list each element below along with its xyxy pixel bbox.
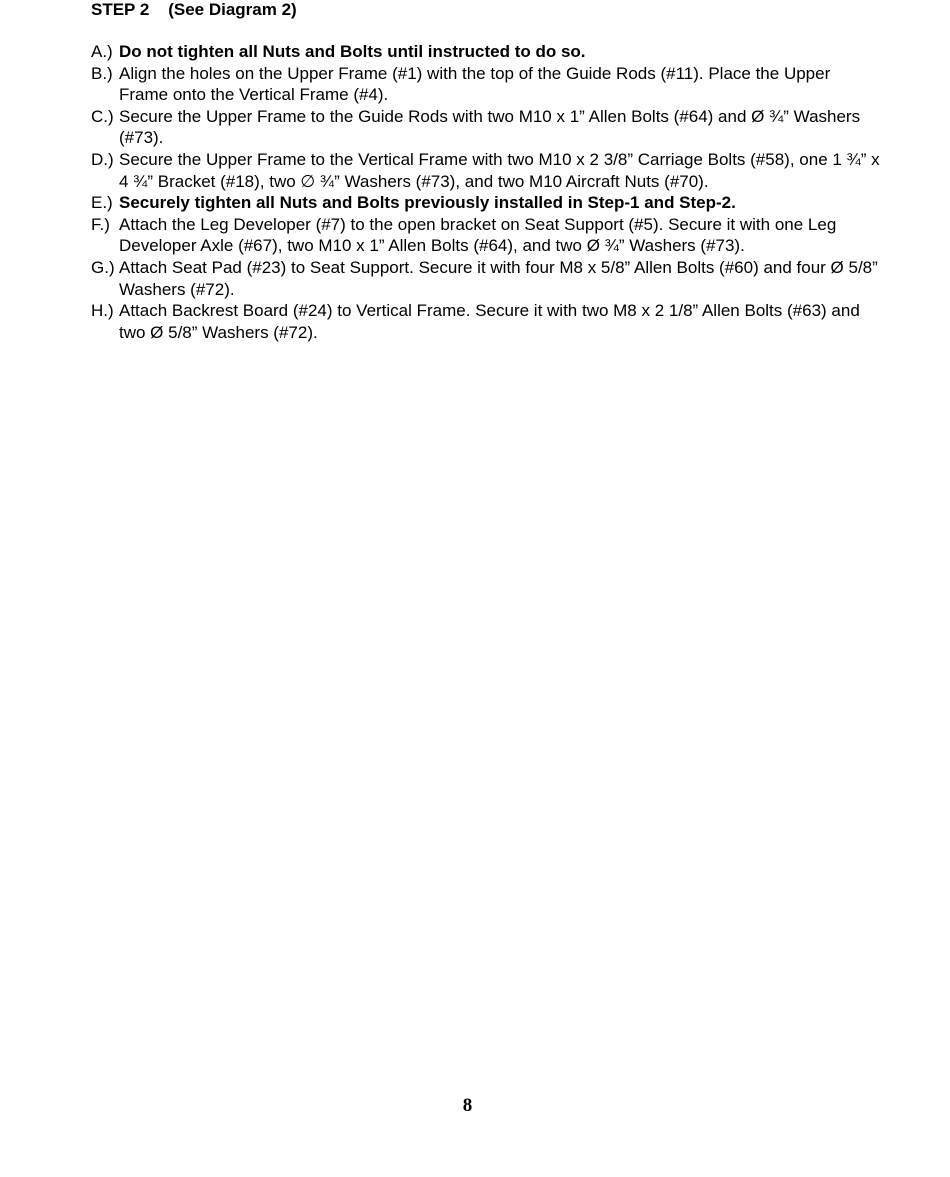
instruction-marker: H.) <box>91 301 114 321</box>
instruction-item <box>91 257 881 300</box>
instruction-item <box>91 214 881 257</box>
instruction-marker: C.) <box>91 106 114 126</box>
instruction-text: Attach the Leg Developer (#7) to the open bracket on Seat Support (#5). Secure it with one Leg Developer Axle (#67), two M10 x 1” Allen Bolts (#64), and two Ø ¾” Washers (#73). <box>119 214 837 256</box>
instruction-text: Align the holes on the Upper Frame (#1) with the top of the Guide Rods (#11). Place the Upper Frame onto the Vertical Frame (#4). <box>119 63 831 105</box>
instruction-item <box>91 63 881 106</box>
instruction-text: Secure the Upper Frame to the Guide Rods with two M10 x 1” Allen Bolts (#64) and Ø ¾” Washers (#73). <box>119 106 861 148</box>
instruction-text: Attach Backrest Board (#24) to Vertical Frame. Secure it with two M8 x 2 1/8” Allen Bolts (#63) and two Ø 5/8” Washers (#72). <box>119 301 860 342</box>
instruction-item <box>91 106 881 149</box>
instruction-item <box>91 192 881 214</box>
instruction-item <box>91 41 881 63</box>
instruction-text: Do not tighten all Nuts and Bolts until instructed to do so. <box>119 42 586 61</box>
instruction-marker: D.) <box>91 149 114 169</box>
instruction-text: Attach Seat Pad (#23) to Seat Support. Secure it with four M8 x 5/8” Allen Bolts (#60) and four Ø 5/8” Washers (#72). <box>119 257 878 299</box>
instruction-list <box>91 41 881 343</box>
instruction-marker: F.) <box>91 214 110 234</box>
diagram-reference: (See Diagram 2) <box>168 0 297 19</box>
instruction-marker: B.) <box>91 63 113 83</box>
instruction-marker: E.) <box>91 193 113 213</box>
instruction-item <box>91 149 881 192</box>
instruction-marker: G.) <box>91 257 115 277</box>
page-number: 8 <box>462 1095 473 1116</box>
step-title: STEP 2 <box>91 0 150 19</box>
instruction-text: Secure the Upper Frame to the Vertical Frame with two M10 x 2 3/8” Carriage Bolts (#58), one 1 ¾” x 4 ¾” Bracket (#18), two ∅ ¾” Washers (#73), and two M10 Aircraft Nuts (#70). <box>119 149 880 191</box>
step-header <box>91 0 297 20</box>
instruction-item <box>91 300 881 343</box>
instruction-text: Securely tighten all Nuts and Bolts previously installed in Step-1 and Step-2. <box>119 193 736 213</box>
instruction-marker: A.) <box>91 42 113 61</box>
